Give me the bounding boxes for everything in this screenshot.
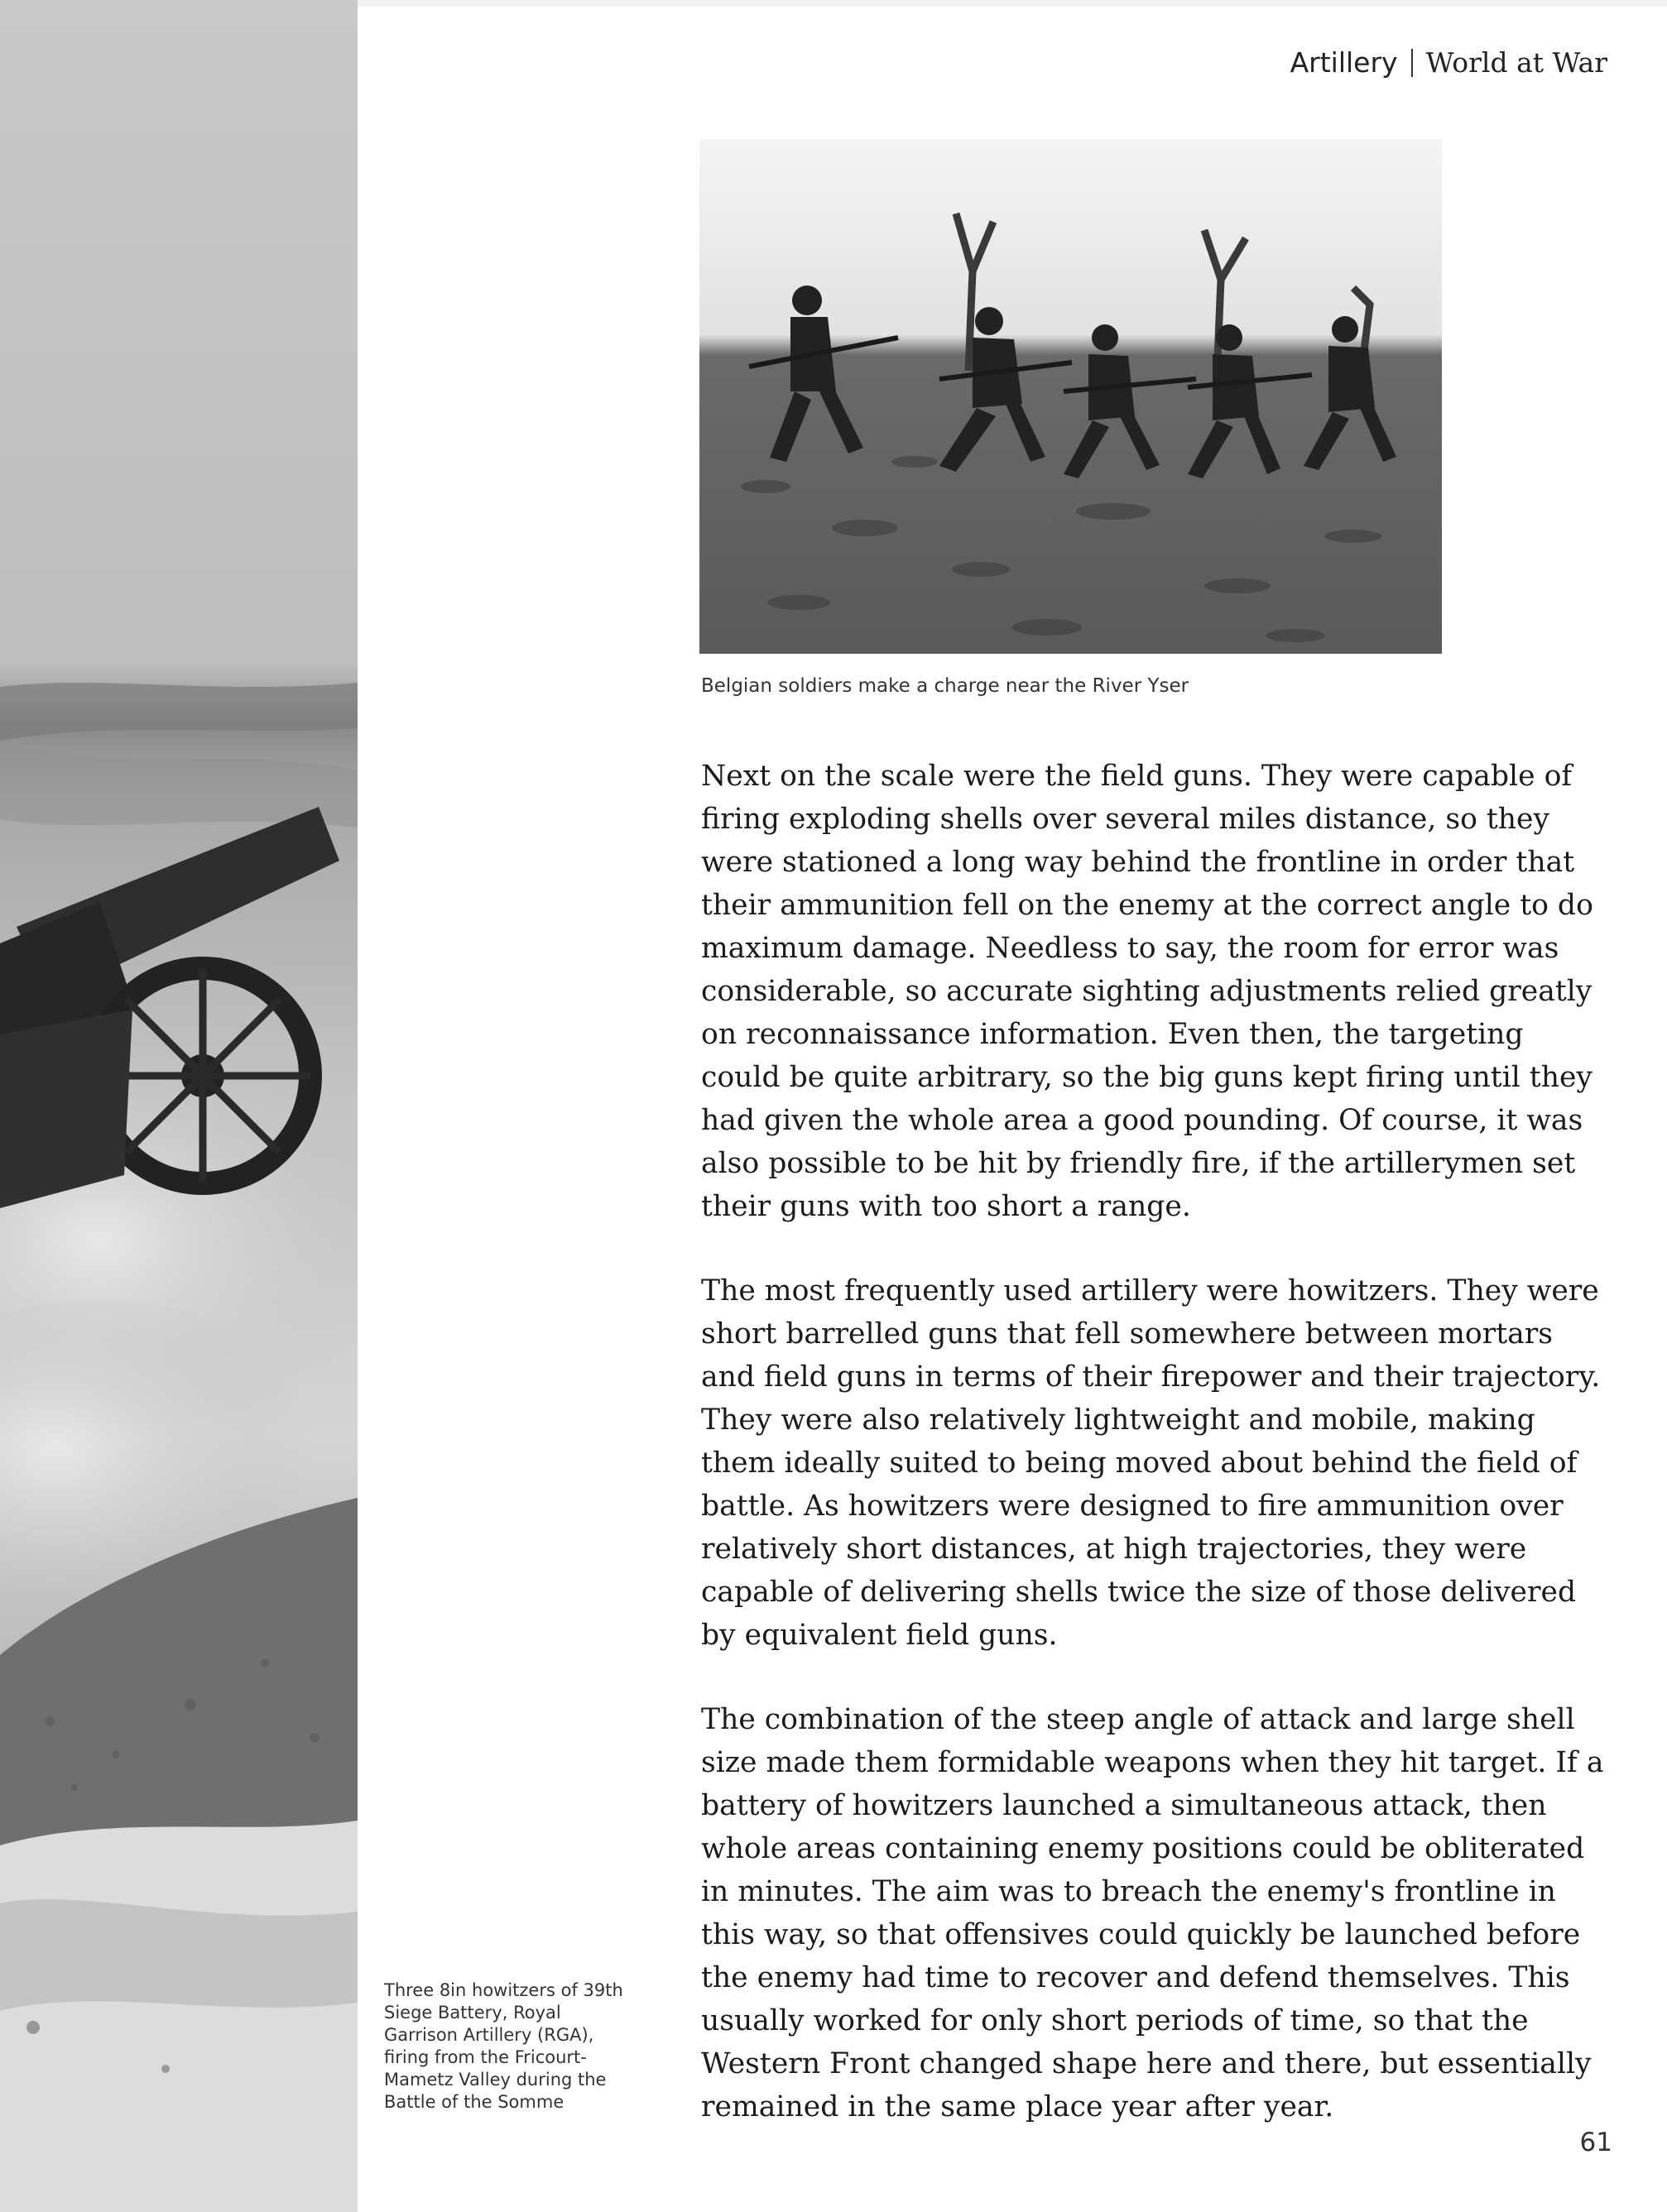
- howitzer-photo-image: [0, 0, 358, 2212]
- paragraph-1: Next on the scale were the field guns. They were capable of firing exploding shells over several miles distance, so they were stationed a long way behind the frontline in order that their ammunition fell on the enemy at the correct angle to do maximum damage. Needless to say, the room for error was considerable, so accurate sighting adjustments relied greatly on reconnaissance information. Even then, the targeting could be quite arbitrary, so the big guns kept firing until they had given the whole area a good pounding. Of course, it was also possible to be hit by friendly fire, if the artillerymen set their guns with too short a range.: [701, 760, 1593, 1223]
- top-photo-caption: Belgian soldiers make a charge near the River Yser: [701, 675, 1189, 697]
- running-head-book-title: World at War: [1425, 46, 1607, 79]
- howitzer-photo: [0, 0, 358, 2212]
- belgian-soldiers-photo: [699, 139, 1442, 654]
- article-body: [701, 755, 1612, 2170]
- running-head-divider: [1411, 49, 1413, 77]
- paragraph-2: The most frequently used artillery were howitzers. They were short barrelled guns that fell somewhere between mortars and field guns in terms of their firepower and their trajectory. They were also relatively lightweight and mobile, making them ideally suited to being moved about behind the field of battle. As howitzers were designed to fire ammunition over relatively short distances, at high trajectories, they were capable of delivering shells twice the size of those delivered by equivalent field guns.: [701, 1274, 1601, 1652]
- running-head: [1290, 46, 1607, 79]
- left-photo-caption: Three 8in howitzers of 39th Siege Battery, Royal Garrison Artillery (RGA), firing from the Fricourt-Mametz Valley during the Battle of the Somme: [384, 1980, 623, 2112]
- paragraph-3: The combination of the steep angle of attack and large shell size made them formidable weapons when they hit target. If a battery of howitzers launched a simultaneous attack, then whole areas containing enemy positions could be obliterated in minutes. The aim was to breach the enemy's frontline in this way, so that offensives could quickly be launched before the enemy had time to recover and defend themselves. This usually worked for only short periods of time, so that the Western Front changed shape here and there, but essentially remained in the same place year after year.: [701, 1703, 1604, 2123]
- running-head-section: Artillery: [1290, 46, 1398, 79]
- page-number: 61: [1579, 2128, 1612, 2157]
- page-edge: [358, 0, 1667, 7]
- belgian-soldiers-photo-image: [699, 139, 1442, 654]
